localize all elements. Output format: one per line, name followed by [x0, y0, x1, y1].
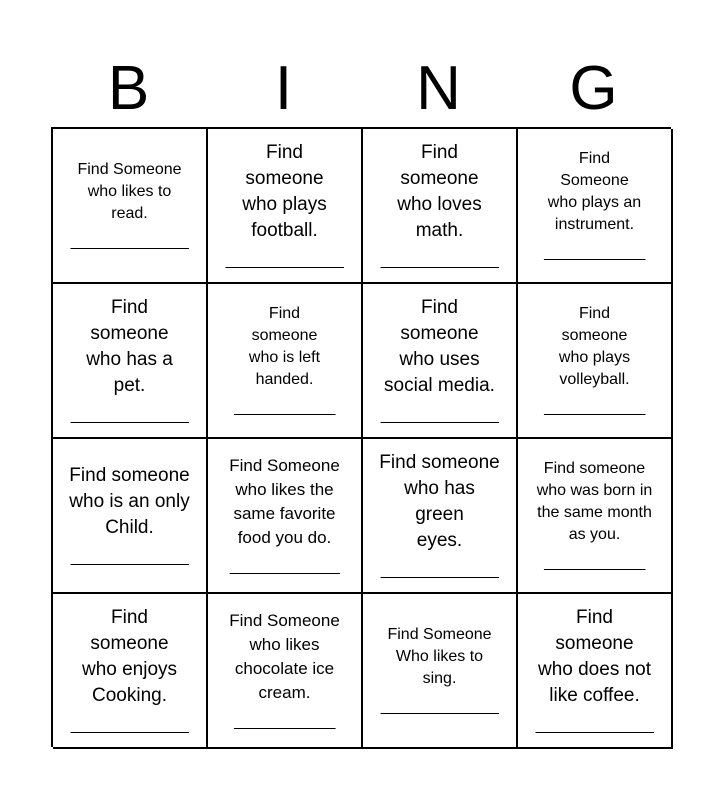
- bingo-cell[interactable]: [53, 284, 208, 439]
- answer-line: ______________: [70, 406, 189, 424]
- bingo-cell[interactable]: [363, 129, 518, 284]
- answer-line: ____________: [544, 243, 645, 261]
- bingo-cell[interactable]: [53, 129, 208, 284]
- bingo-cell[interactable]: [363, 284, 518, 439]
- bingo-cell[interactable]: [208, 284, 363, 439]
- cell-prompt: Find someone who loves math.: [397, 141, 482, 241]
- bingo-header: [51, 52, 671, 126]
- answer-line: ______________: [380, 406, 499, 424]
- answer-line: ____________: [234, 712, 335, 730]
- header-letter-b: B: [107, 54, 150, 123]
- answer-line: ______________: [70, 548, 189, 566]
- answer-line: ____________: [544, 553, 645, 571]
- bingo-cell[interactable]: [208, 439, 363, 594]
- answer-line: ______________: [535, 716, 654, 734]
- cell-prompt: Find someone who plays football.: [242, 141, 327, 241]
- bingo-board: [51, 127, 671, 747]
- cell-prompt: Find someone who does not like coffee.: [537, 606, 652, 706]
- cell-prompt: Find someone who was born in the same month as you.: [536, 459, 653, 543]
- cell-prompt: Find someone who plays volleyball.: [558, 304, 631, 388]
- answer-line: ____________: [544, 398, 645, 416]
- answer-line: _____________: [229, 557, 340, 575]
- cell-prompt: Find Someone who likes to read.: [77, 160, 182, 222]
- cell-prompt: Find Someone who likes chocolate ice cream.: [229, 610, 340, 702]
- bingo-cell[interactable]: [518, 594, 673, 749]
- answer-line: ______________: [70, 716, 189, 734]
- answer-line: ______________: [70, 232, 189, 250]
- cell-prompt: Find someone who is an only Child.: [69, 464, 190, 538]
- cell-prompt: Find Someone who plays an instrument.: [547, 149, 642, 233]
- cell-prompt: Find someone who has green eyes.: [379, 451, 500, 551]
- bingo-cell[interactable]: [53, 439, 208, 594]
- bingo-cell[interactable]: [53, 594, 208, 749]
- bingo-cell[interactable]: [208, 594, 363, 749]
- answer-line: ____________: [234, 398, 335, 416]
- cell-prompt: Find someone who enjoys Cooking.: [81, 606, 178, 706]
- cell-prompt: Find someone who is left handed.: [248, 304, 321, 388]
- header-letter-n: N: [416, 54, 461, 123]
- bingo-cell[interactable]: [518, 284, 673, 439]
- answer-line: ______________: [380, 561, 499, 579]
- answer-line: ______________: [225, 251, 344, 269]
- answer-line: ______________: [380, 697, 499, 715]
- bingo-cell[interactable]: [518, 439, 673, 594]
- cell-prompt: Find someone who uses social media.: [384, 296, 495, 396]
- bingo-cell[interactable]: [363, 439, 518, 594]
- bingo-cell[interactable]: [363, 594, 518, 749]
- cell-prompt: Find someone who has a pet.: [86, 296, 173, 396]
- bingo-cell[interactable]: [208, 129, 363, 284]
- answer-line: ______________: [380, 251, 499, 269]
- bingo-cell[interactable]: [518, 129, 673, 284]
- cell-prompt: Find Someone Who likes to sing.: [387, 625, 492, 687]
- header-letter-g: G: [569, 54, 618, 123]
- cell-prompt: Find Someone who likes the same favorite food you do.: [229, 455, 340, 547]
- header-letter-i: I: [274, 54, 293, 123]
